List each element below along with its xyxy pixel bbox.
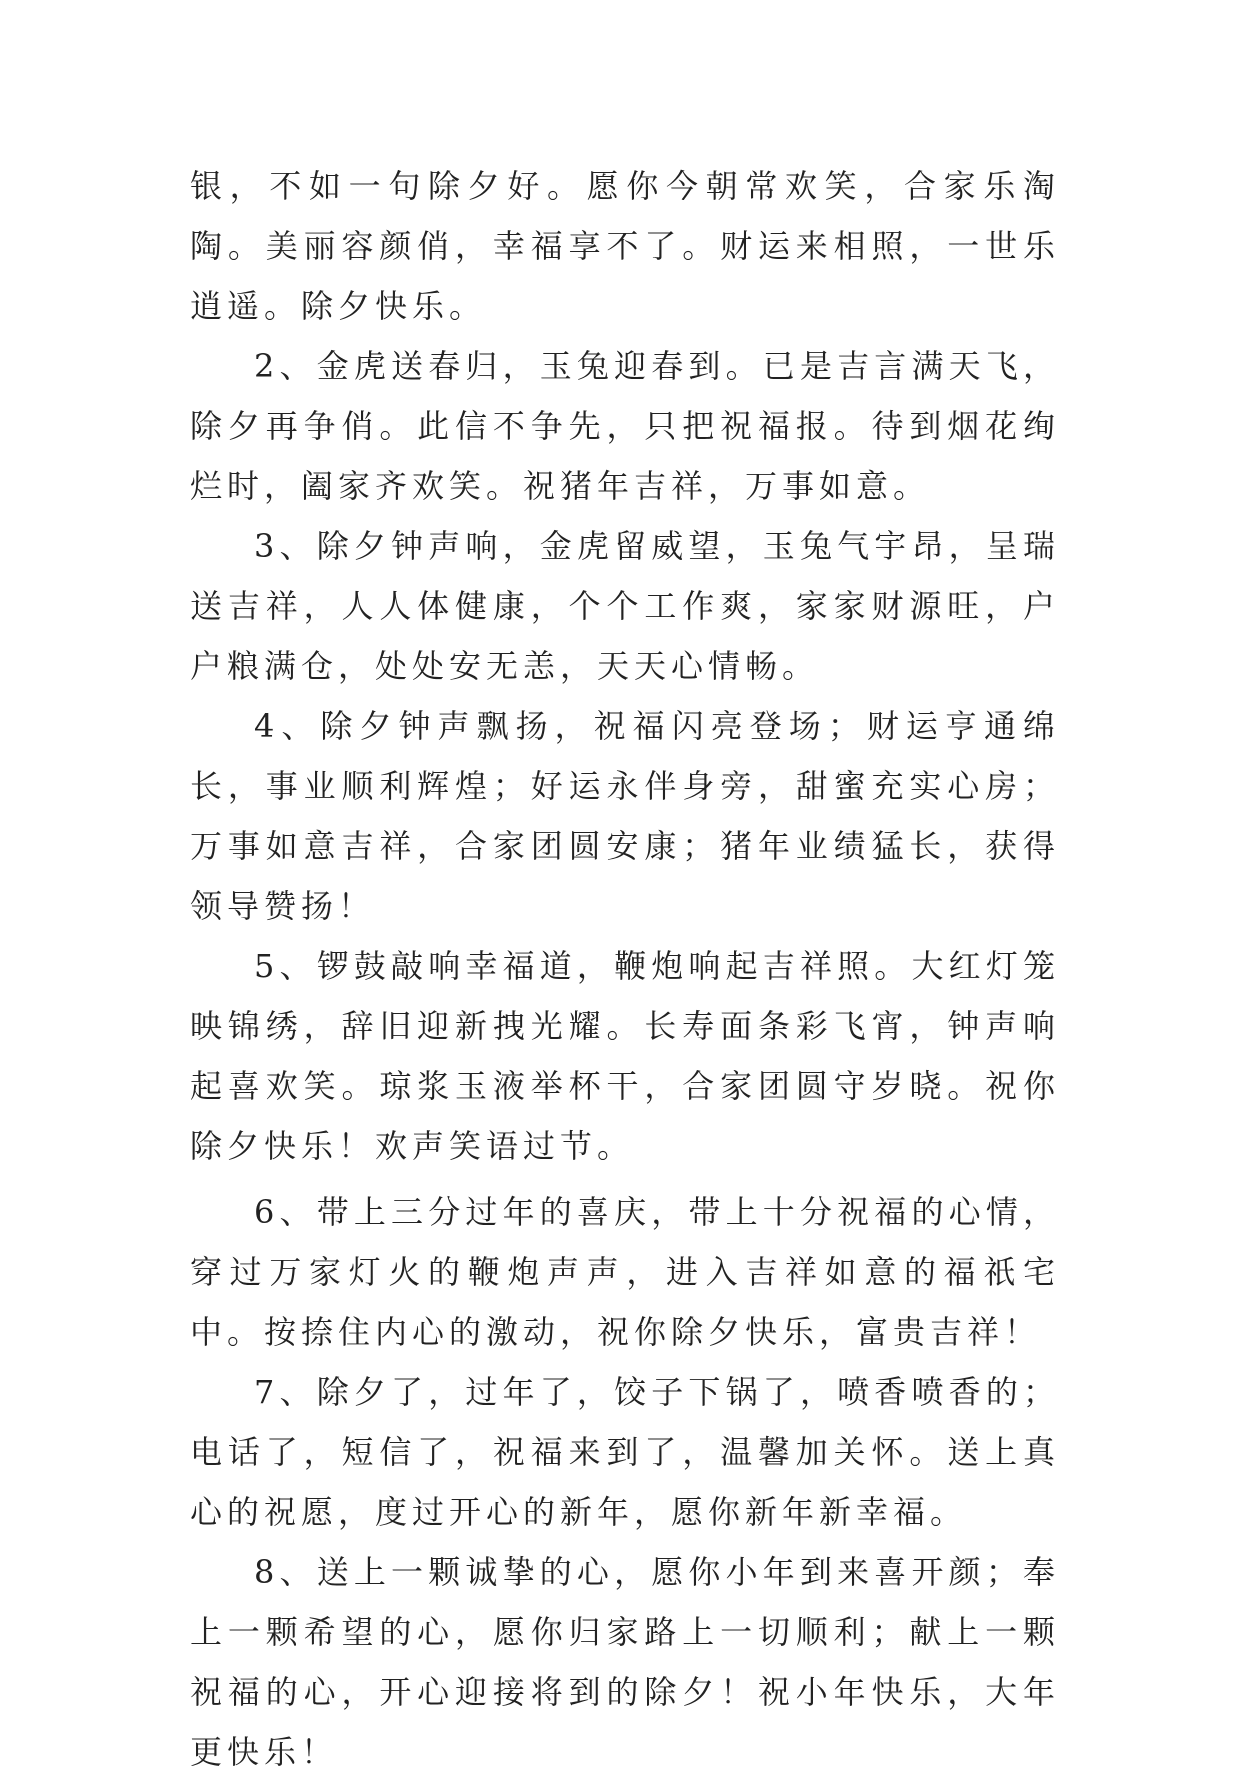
paragraph-item-6: 6、带上三分过年的喜庆，带上十分祝福的心情，穿过万家灯火的鞭炮声声，进入吉祥如意的福祇宅中。按捺住内心的激动，祝你除夕快乐，富贵吉祥！: [190, 1193, 1060, 1351]
paragraph-item-5: 5、锣鼓敲响幸福道，鞭炮响起吉祥照。大红灯笼映锦绣，辞旧迎新拽光耀。长寿面条彩飞宵，钟声响起喜欢笑。琼浆玉液举杯干，合家团圆守岁晓。祝你除夕快乐！欢声笑语过节。: [190, 947, 1060, 1165]
paragraph-item-4: 4、除夕钟声飘扬，祝福闪亮登场；财运亨通绵长，事业顺利辉煌；好运永伴身旁，甜蜜充实心房；万事如意吉祥，合家团圆安康；猪年业绩猛长，获得领导赞扬！: [190, 707, 1060, 925]
paragraph-item-3: 3、除夕钟声响，金虎留威望，玉兔气宇昂，呈瑞送吉祥，人人体健康，个个工作爽，家家财源旺，户户粮满仓，处处安无恙，天天心情畅。: [190, 527, 1060, 685]
paragraph-continuation: 银，不如一句除夕好。愿你今朝常欢笑，合家乐淘陶。美丽容颜俏，幸福享不了。财运来相照，一世乐逍遥。除夕快乐。: [190, 167, 1060, 325]
paragraph-item-2: 2、金虎送春归，玉兔迎春到。已是吉言满天飞，除夕再争俏。此信不争先，只把祝福报。待到烟花绚烂时，阖家齐欢笑。祝猪年吉祥，万事如意。: [190, 347, 1060, 505]
document-body: [190, 156, 1060, 1782]
paragraph-item-8: 8、送上一颗诚挚的心，愿你小年到来喜开颜；奉上一颗希望的心，愿你归家路上一切顺利；献上一颗祝福的心，开心迎接将到的除夕！祝小年快乐，大年更快乐！: [190, 1553, 1060, 1771]
paragraph-item-7: 7、除夕了，过年了，饺子下锅了，喷香喷香的；电话了，短信了，祝福来到了，温馨加关怀。送上真心的祝愿，度过开心的新年，愿你新年新幸福。: [190, 1373, 1060, 1531]
